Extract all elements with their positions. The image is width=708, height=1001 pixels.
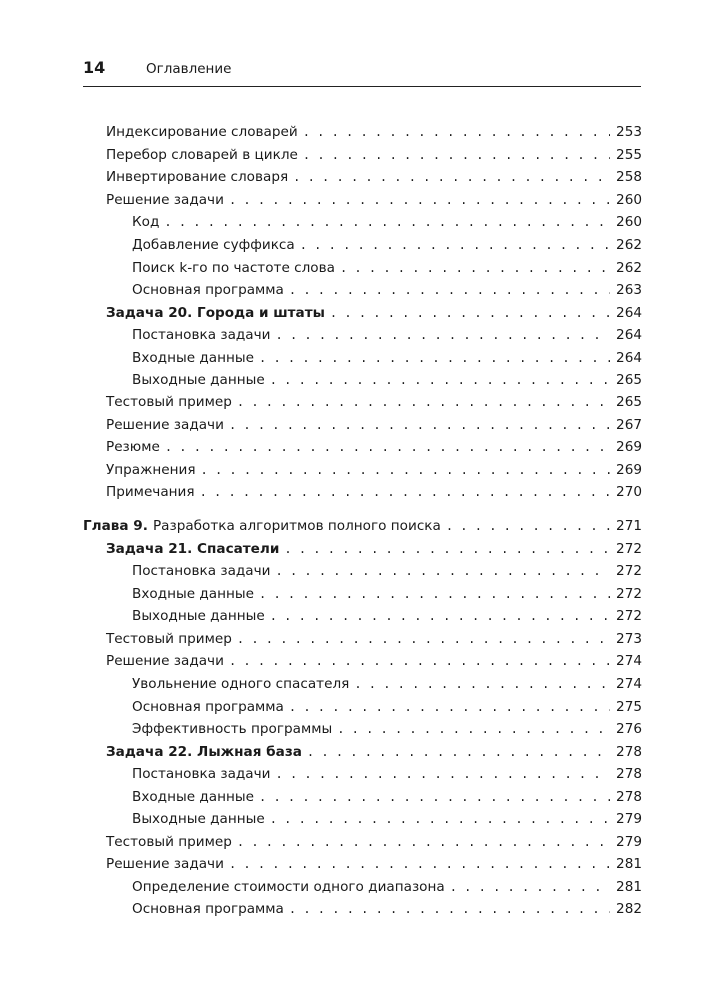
toc-entry-title: Выходные данные <box>132 372 265 388</box>
toc-entry-title: Разработка алгоритмов полного поиска <box>152 518 441 534</box>
page-number: 14 <box>83 58 106 77</box>
chapter-label: Глава 9. <box>83 518 148 534</box>
toc-entry-title: Индексирование словарей <box>106 124 298 140</box>
dot-leader <box>330 302 610 324</box>
dot-leader <box>300 234 610 256</box>
toc-entry-page: 267 <box>616 417 642 433</box>
toc-entry[interactable] <box>132 605 642 627</box>
toc-entry-page: 282 <box>616 901 642 917</box>
dot-leader <box>270 369 610 391</box>
toc-entry-title: Перебор словарей в цикле <box>106 147 298 163</box>
dot-leader <box>229 853 610 875</box>
toc-entry[interactable] <box>106 459 642 481</box>
toc-entry-page: 279 <box>616 811 642 827</box>
toc-entry-page: 264 <box>616 327 642 343</box>
toc-entry-title: Входные данные <box>132 789 254 805</box>
toc-entry-page: 260 <box>616 214 642 230</box>
toc-entry-page: 278 <box>616 744 642 760</box>
dot-leader <box>200 481 610 503</box>
dot-leader <box>270 605 610 627</box>
toc-entry-title: Тестовый пример <box>106 834 232 850</box>
toc-entry-page: 270 <box>616 484 642 500</box>
toc-entry-title: Постановка задачи <box>132 563 271 579</box>
toc-entry-title: Основная программа <box>132 901 284 917</box>
toc-entry[interactable] <box>106 391 642 413</box>
toc-entry-page: 265 <box>616 394 642 410</box>
toc-entry-title: Задача 20. Города и штаты <box>106 305 325 321</box>
toc-entry[interactable] <box>106 650 642 672</box>
toc-entry-page: 263 <box>616 282 642 298</box>
toc-entry-page: 274 <box>616 653 642 669</box>
dot-leader <box>237 628 610 650</box>
toc-entry[interactable] <box>106 414 642 436</box>
toc-entry-page: 258 <box>616 169 642 185</box>
toc-entry-title: Постановка задачи <box>132 766 271 782</box>
running-title: Оглавление <box>146 61 232 77</box>
toc-entry[interactable] <box>132 898 642 920</box>
dot-leader <box>259 583 610 605</box>
toc-entry[interactable] <box>106 121 642 143</box>
dot-leader <box>289 696 610 718</box>
toc-entry-title: Поиск k-го по частоте слова <box>132 260 335 276</box>
toc-entry-page: 278 <box>616 789 642 805</box>
toc-entry[interactable] <box>132 279 642 301</box>
toc-entry-title: Инвертирование словаря <box>106 169 289 185</box>
toc-entry-page: 275 <box>616 699 642 715</box>
toc-entry[interactable] <box>106 144 642 166</box>
toc-entry-title: Решение задачи <box>106 856 224 872</box>
toc-entry-title: Решение задачи <box>106 417 224 433</box>
dot-leader <box>354 673 610 695</box>
toc-entry-page: 269 <box>616 439 642 455</box>
toc-entry-title: Задача 22. Лыжная база <box>106 744 302 760</box>
toc-entry[interactable] <box>132 324 642 346</box>
dot-leader <box>229 414 610 436</box>
dot-leader <box>337 718 610 740</box>
toc-entry-title: Резюме <box>106 439 160 455</box>
toc-entry[interactable] <box>132 234 642 256</box>
toc-entry[interactable] <box>132 763 642 785</box>
toc-entry-page: 272 <box>616 541 642 557</box>
toc-entry[interactable] <box>132 718 642 740</box>
toc-entry-page: 260 <box>616 192 642 208</box>
dot-leader <box>276 324 611 346</box>
toc-entry[interactable] <box>132 560 642 582</box>
header-rule <box>83 86 641 87</box>
toc-entry-title: Выходные данные <box>132 811 265 827</box>
toc-entry[interactable] <box>106 628 642 650</box>
toc-entry-title: Задача 21. Спасатели <box>106 541 280 557</box>
dot-leader <box>450 876 610 898</box>
toc-entry-page: 265 <box>616 372 642 388</box>
toc-entry-page: 271 <box>616 518 642 534</box>
toc-entry-title: Примечания <box>106 484 195 500</box>
toc-entry[interactable] <box>132 211 642 233</box>
running-header <box>83 58 641 82</box>
toc-entry[interactable] <box>132 257 642 279</box>
dot-leader <box>270 808 610 830</box>
toc-entry[interactable] <box>106 302 642 324</box>
dot-leader <box>303 144 610 166</box>
toc-entry-page: 272 <box>616 563 642 579</box>
toc-entry-title: Упражнения <box>106 462 196 478</box>
toc-entry-title: Определение стоимости одного диапазона <box>132 879 445 895</box>
dot-leader <box>284 538 610 560</box>
dot-leader <box>340 257 610 279</box>
toc-entry-page: 281 <box>616 879 642 895</box>
dot-leader <box>164 211 610 233</box>
toc-entry[interactable] <box>132 673 642 695</box>
toc-entry[interactable] <box>132 369 642 391</box>
toc-entry[interactable] <box>132 876 642 898</box>
toc-entry-title: Решение задачи <box>106 192 224 208</box>
dot-leader <box>229 189 610 211</box>
toc-entry[interactable] <box>106 189 642 211</box>
dot-leader <box>289 898 610 920</box>
toc-entry[interactable] <box>106 831 642 853</box>
toc-entry-page: 272 <box>616 586 642 602</box>
toc-entry[interactable] <box>132 347 642 369</box>
dot-leader <box>276 763 611 785</box>
toc-entry-page: 276 <box>616 721 642 737</box>
toc-entry-title: Решение задачи <box>106 653 224 669</box>
dot-leader <box>307 741 610 763</box>
dot-leader <box>289 279 610 301</box>
toc-entry-title: Код <box>132 214 160 230</box>
toc-entry-page: 279 <box>616 834 642 850</box>
toc-entry-page: 272 <box>616 608 642 624</box>
toc-entry-title: Основная программа <box>132 699 284 715</box>
dot-leader <box>276 560 611 582</box>
toc-entry-page: 262 <box>616 237 642 253</box>
toc-entry-page: 281 <box>616 856 642 872</box>
dot-leader <box>446 515 610 537</box>
toc-entry-title: Добавление суффикса <box>132 237 295 253</box>
dot-leader <box>229 650 610 672</box>
toc-entry[interactable] <box>132 808 642 830</box>
toc-entry-page: 255 <box>616 147 642 163</box>
toc-entry-page: 253 <box>616 124 642 140</box>
toc-entry-page: 273 <box>616 631 642 647</box>
toc-entry-title: Входные данные <box>132 350 254 366</box>
dot-leader <box>259 347 610 369</box>
toc-entry-page: 264 <box>616 305 642 321</box>
dot-leader <box>237 391 610 413</box>
toc-entry-page: 269 <box>616 462 642 478</box>
toc-entry-title: Тестовый пример <box>106 631 232 647</box>
toc-entry[interactable] <box>132 786 642 808</box>
toc-entry-page: 278 <box>616 766 642 782</box>
dot-leader <box>237 831 610 853</box>
toc-entry[interactable] <box>106 166 642 188</box>
dot-leader <box>165 436 610 458</box>
toc-entry[interactable] <box>106 853 642 875</box>
toc-entry-page: 264 <box>616 350 642 366</box>
toc-entry-title: Выходные данные <box>132 608 265 624</box>
dot-leader <box>259 786 610 808</box>
toc-entry[interactable] <box>132 583 642 605</box>
dot-leader <box>303 121 610 143</box>
toc-entry-title: Тестовый пример <box>106 394 232 410</box>
dot-leader <box>201 459 610 481</box>
toc-entry-title: Увольнение одного спасателя <box>132 676 350 692</box>
toc-entry[interactable] <box>132 696 642 718</box>
toc-entry[interactable] <box>106 741 642 763</box>
toc-entry-page: 262 <box>616 260 642 276</box>
dot-leader <box>293 166 610 188</box>
toc-entry-title: Эффективность программы <box>132 721 333 737</box>
toc-entry-title: Основная программа <box>132 282 284 298</box>
toc-entry-page: 274 <box>616 676 642 692</box>
toc-entry-title: Постановка задачи <box>132 327 271 343</box>
toc-entry-title: Входные данные <box>132 586 254 602</box>
toc-entry[interactable] <box>106 538 642 560</box>
toc-entry[interactable] <box>106 481 642 503</box>
toc-entry[interactable] <box>106 436 642 458</box>
toc-chapter-entry[interactable] <box>83 515 642 537</box>
